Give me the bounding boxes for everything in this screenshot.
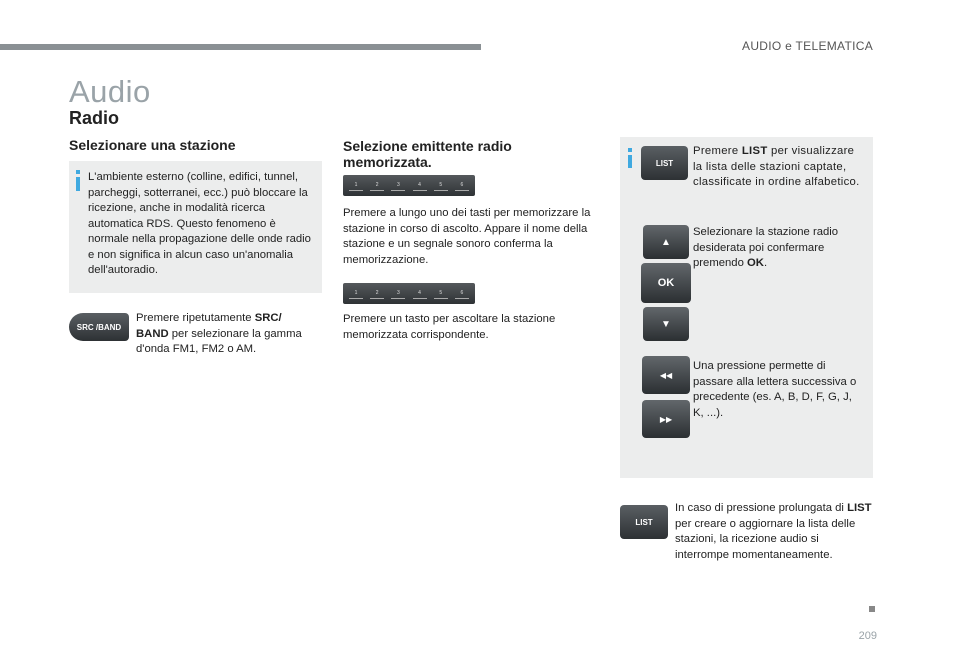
src-band-text-bold: SRC/ BAND — [136, 312, 282, 340]
list-text — [693, 144, 865, 191]
list2-text-pre: In caso di pressione prolungata di — [675, 502, 848, 514]
list-button[interactable] — [641, 146, 688, 180]
info-box — [69, 161, 322, 293]
preset-key-4[interactable]: 4 — [413, 290, 427, 299]
list-text-bold: LIST — [741, 145, 768, 157]
preset-key-1[interactable]: 1 — [349, 290, 363, 299]
list-info-box — [620, 137, 873, 478]
select-text-bold: OK — [747, 257, 764, 269]
info-icon-bar — [76, 177, 80, 191]
rewind-icon: ◀◀ — [659, 370, 673, 380]
forward-button[interactable] — [642, 400, 690, 438]
col1-heading: Selezionare una stazione — [69, 137, 236, 153]
down-button[interactable] — [643, 307, 689, 341]
section-title: AUDIO e TELEMATICA — [742, 39, 873, 53]
preset-key-2[interactable]: 2 — [370, 182, 384, 191]
memorize-text: Premere a lungo uno dei tasti per memorizzare la stazione in corso di ascolto. Appare il nome della stazione e un segnale sonoro conferma la memorizzazione. — [343, 207, 591, 266]
list2-text-post: per creare o aggiornare la lista delle stazioni, la ricezione audio si interrompe momentaneamente. — [675, 517, 856, 561]
preset-key-3[interactable]: 3 — [391, 290, 405, 299]
letter-text: Una pressione permette di passare alla lettera successiva o precedente (es. A, B, D, F, G, J, K, ...). — [693, 360, 857, 419]
continue-marker — [869, 606, 875, 612]
rewind-button[interactable] — [642, 356, 690, 394]
info-icon-dot — [76, 170, 80, 174]
preset-key-3[interactable]: 3 — [391, 182, 405, 191]
preset-key-5[interactable]: 5 — [434, 290, 448, 299]
list-text-pre: Premere — [693, 145, 742, 157]
preset-row-2 — [349, 290, 469, 299]
col2-heading: Selezione emittente radio memorizzata. — [343, 138, 512, 170]
preset-key-4[interactable]: 4 — [413, 182, 427, 191]
select-text-pre: Selezionare la stazione radio desiderata poi confermare premendo — [693, 226, 839, 269]
list-button-2-label: LIST — [635, 517, 653, 527]
up-button[interactable] — [643, 225, 689, 259]
select-text-post: . — [763, 257, 768, 269]
preset-key-6[interactable]: 6 — [455, 290, 469, 299]
down-arrow-icon: ▼ — [661, 318, 671, 330]
list-button-label: LIST — [655, 158, 674, 168]
preset-row-1 — [349, 182, 469, 191]
ok-button[interactable] — [641, 263, 691, 303]
listen-text: Premere un tasto per ascoltare la stazione memorizzata corrispondente. — [343, 313, 556, 341]
list-button-2[interactable] — [620, 505, 668, 539]
preset-key-2[interactable]: 2 — [370, 290, 384, 299]
preset-buttons-1[interactable] — [343, 175, 475, 196]
src-band-text — [136, 311, 316, 358]
info-icon-bar-2 — [628, 155, 632, 168]
info-icon-dot-2 — [628, 148, 632, 152]
page-title: Audio — [69, 74, 151, 109]
up-arrow-icon: ▲ — [661, 236, 671, 248]
ok-button-label: OK — [657, 277, 675, 289]
preset-key-5[interactable]: 5 — [434, 182, 448, 191]
list-text-post: per visualizzare la lista delle stazioni captate, classificate in ordine alfabetico. — [693, 145, 860, 188]
src-band-button[interactable] — [69, 313, 129, 341]
src-band-text-pre: Premere ripetutamente — [136, 312, 255, 324]
fast-forward-icon: ▶▶ — [659, 414, 673, 424]
header-bar — [0, 44, 481, 50]
preset-key-6[interactable]: 6 — [455, 182, 469, 191]
info-text: L'ambiente esterno (colline, edifici, tunnel, parcheggi, sotterranei, ecc.) può bloccare la ricezione, anche in modalità ricerca automatica RDS. Questo fenomeno è normale nella propagazione delle onde radio e non significa in alcun caso un'anomalia dell'autoradio. — [88, 171, 311, 276]
page-subtitle: Radio — [69, 108, 120, 128]
select-text — [693, 225, 865, 272]
src-band-label: SRC /BAND — [76, 322, 122, 332]
list-long-press-text — [675, 501, 875, 563]
src-band-text-post: per selezionare la gamma d'onda FM1, FM2 o AM. — [136, 327, 302, 355]
list2-text-bold: LIST — [847, 502, 872, 514]
preset-buttons-2[interactable] — [343, 283, 475, 304]
preset-key-1[interactable]: 1 — [349, 182, 363, 191]
page-number: 209 — [858, 630, 877, 642]
